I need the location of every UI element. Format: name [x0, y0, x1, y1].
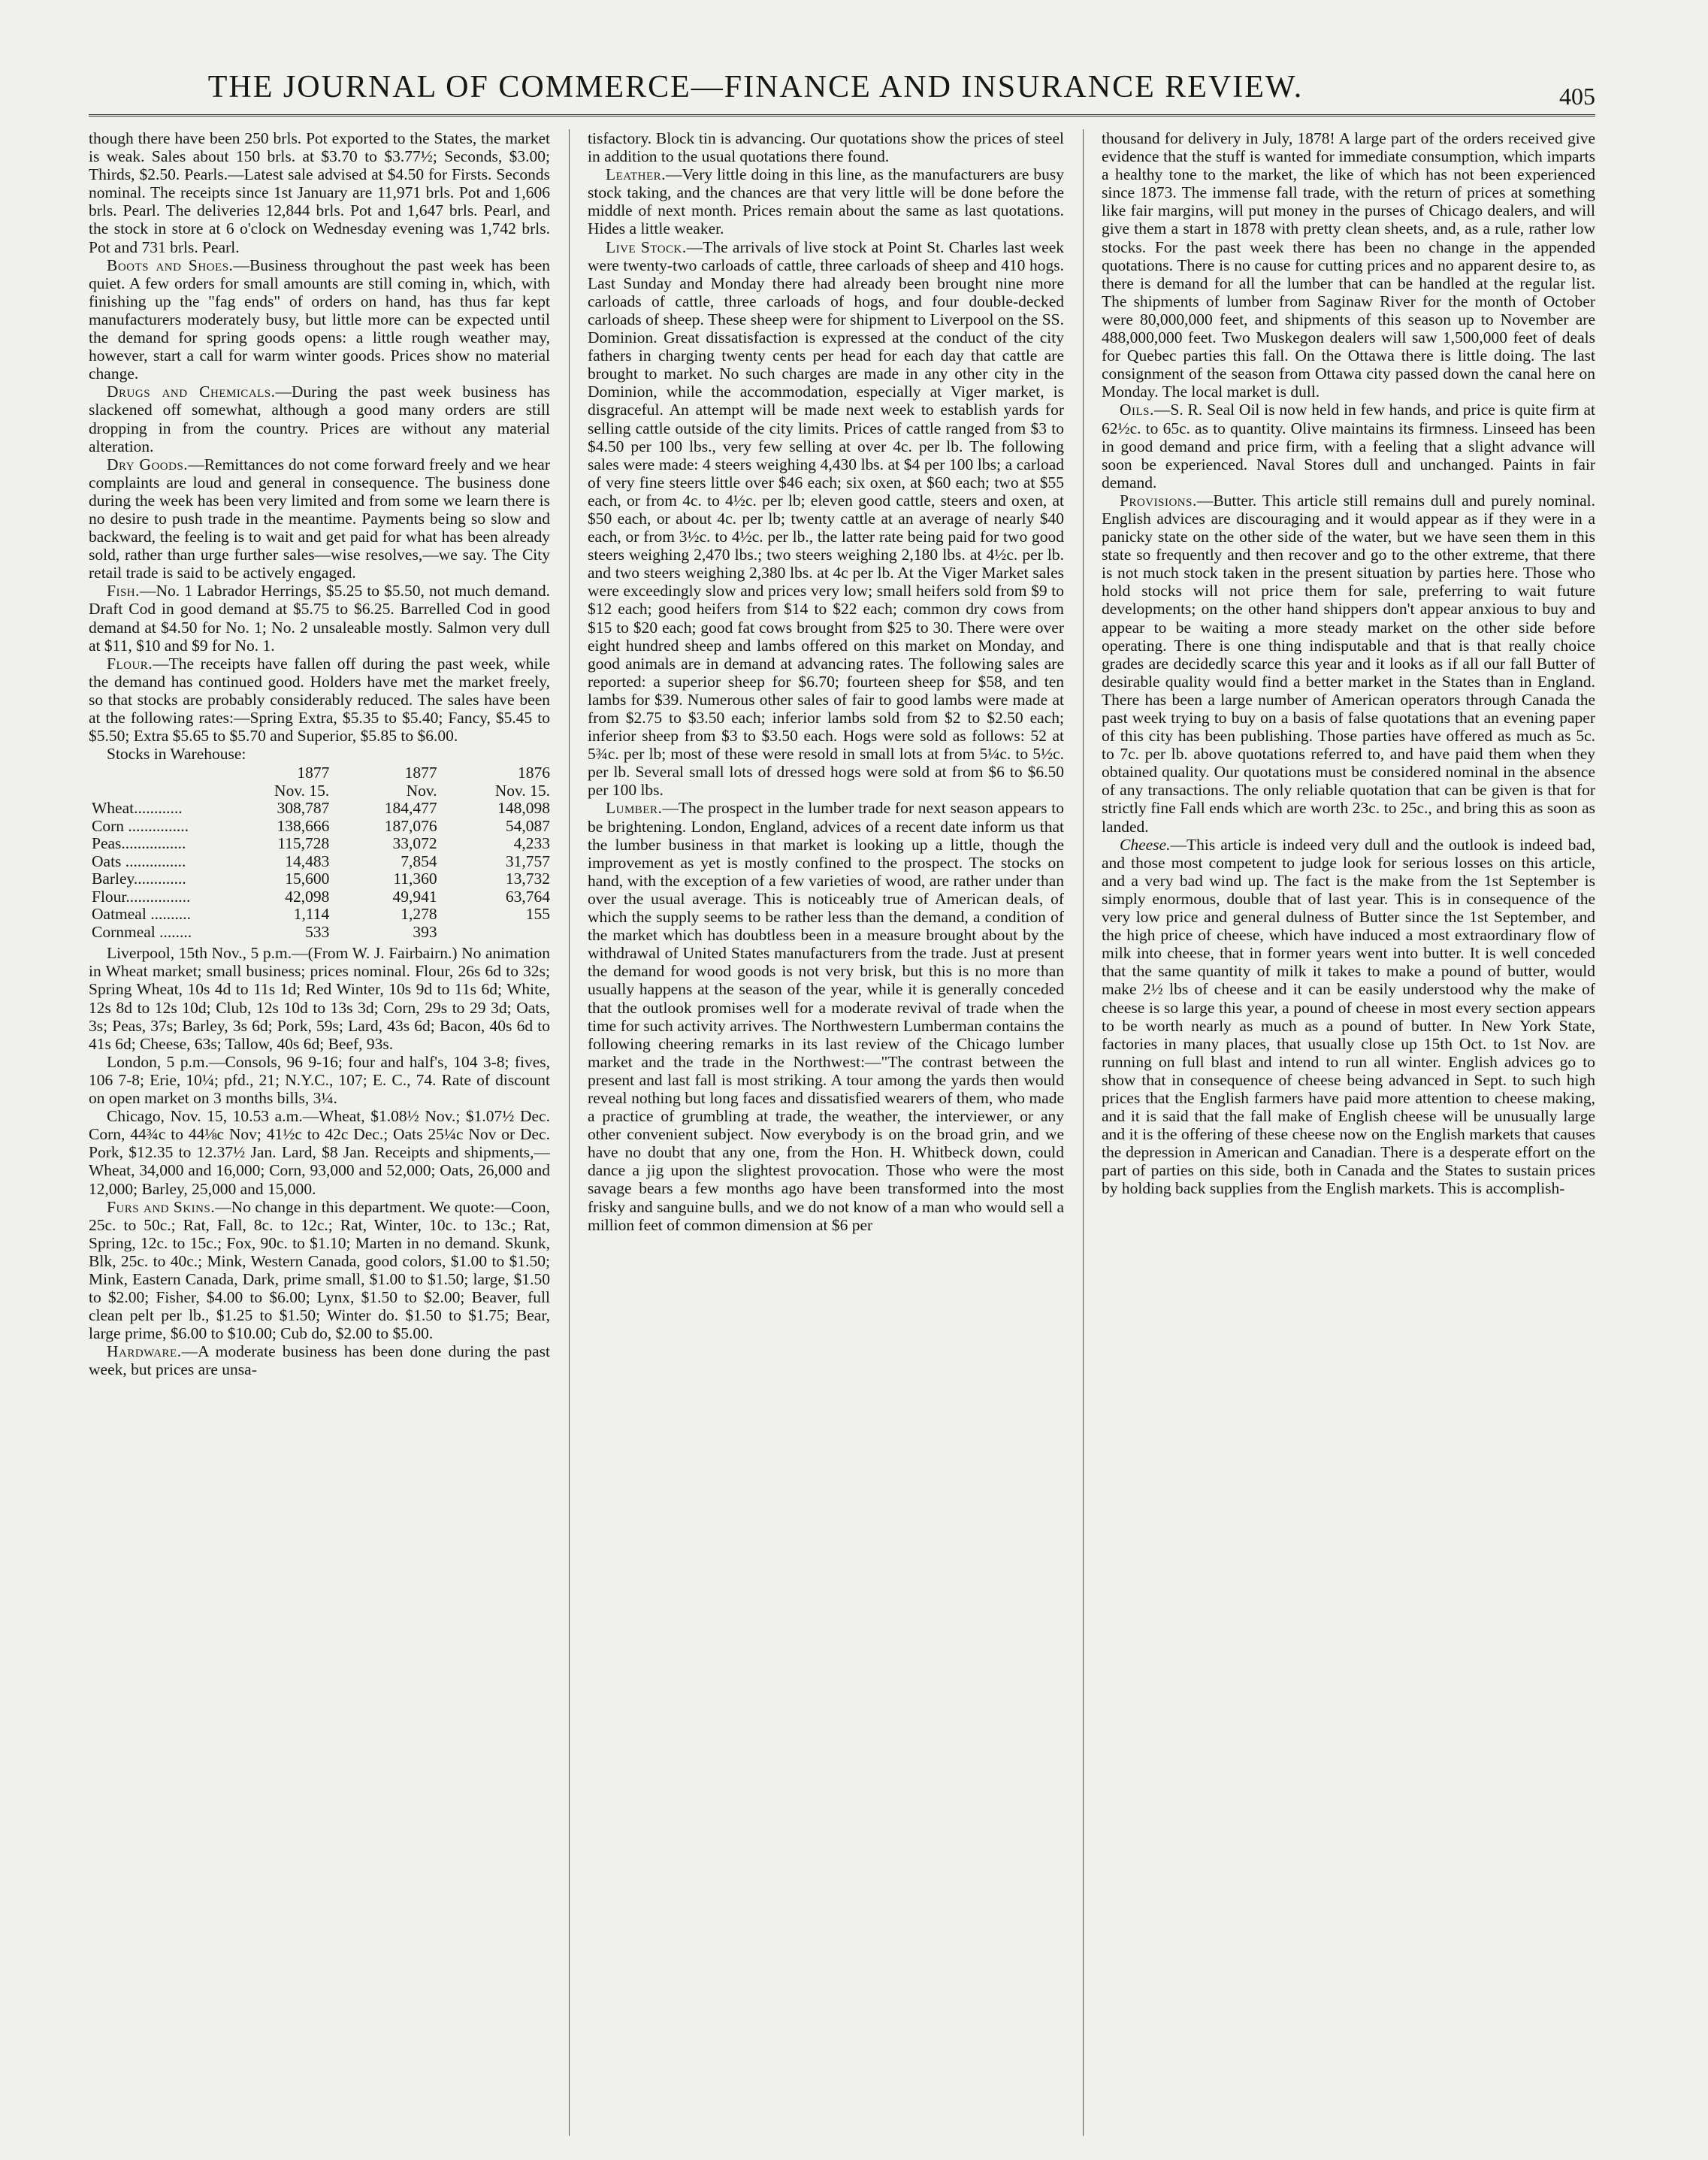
section-text: —During the past week business has slackened off somewhat, although a good many orders are still dropping in from the country. Prices are without any material alteration.	[89, 383, 550, 455]
section-heading: Drugs and Chemicals.	[107, 383, 276, 401]
cell: 533	[305, 922, 330, 941]
row-label: Flour................	[92, 887, 191, 906]
column-2	[588, 129, 1064, 2136]
stocks-date: Nov. 15.	[274, 781, 330, 800]
stocks-date-row	[89, 782, 550, 800]
section-text: —A moderate business has been done during the past week, but prices are unsa-	[89, 1342, 550, 1379]
table-row	[89, 835, 550, 853]
boots-shoes-paragraph	[89, 256, 550, 383]
section-heading: Fish.	[107, 582, 141, 601]
section-text: —Remittances do not come forward freely and we hear complaints are loud and general in consequence. The business done during the week has been very limited and from some we learn there is no desire to push trade in the meantime. Payments being so slow and backward, the feeling is to wait and get paid for what has been already sold, rather than urge further sales—wise resolves,—we say. The City retail trade is said to be actively engaged.	[89, 455, 550, 582]
chicago-paragraph: Chicago, Nov. 15, 10.53 a.m.—Wheat, $1.08½ Nov.; $1.07½ Dec. Corn, 44¾c to 44⅛c Nov; 41½c to 42c Dec.; Oats 25¼c Nov or Dec. Pork, $12.35 to 12.37½ Jan. Lard, $8 Jan. Receipts and shipments,—Wheat, 34,000 and 16,000; Corn, 93,000 and 52,000; Oats, 26,000 and 12,000; Barley, 25,000 and 15,000.	[89, 1107, 550, 1198]
furs-paragraph	[89, 1198, 550, 1343]
row-label: Barley.............	[92, 870, 186, 888]
section-heading: Flour.	[107, 654, 153, 673]
provisions-paragraph	[1102, 492, 1595, 836]
hardware-paragraph	[89, 1342, 550, 1378]
section-heading: Provisions.	[1120, 491, 1197, 510]
cheese-paragraph	[1102, 836, 1595, 1198]
leather-paragraph	[588, 165, 1064, 237]
table-row	[89, 888, 550, 906]
cell: 33,072	[392, 834, 437, 853]
cell: 63,764	[505, 887, 550, 906]
cell: 138,666	[277, 816, 330, 835]
section-heading: Dry Goods.	[107, 455, 189, 473]
stocks-date: Nov.	[406, 781, 437, 800]
section-text: —No change in this department. We quote:—Coon, 25c. to 50c.; Rat, Fall, 8c. to 12c.; Rat, Winter, 10c. to 13c.; Rat, Spring, 12c. to 15c.; Fox, 90c. to $1.10; Marten in no demand. Skunk, Blk, 25c. to 40c.; Mink, Western Canada, good colors, $1.00 to $1.50; Mink, Eastern Canada, Dark, prime small, $1.00 to $1.50; large, $1.50 to $2.00; Fisher, $4.00 to $6.00; Lynx, $1.50 to $2.00; Beaver, full clean pelt per lb., $1.25 to $1.50; Winter do. $1.50 to $1.75; Bear, large prime, $6.00 to $10.00; Cub do, $2.00 to $5.00.	[89, 1197, 550, 1343]
cell: 1,278	[401, 905, 437, 924]
column-divider	[569, 129, 570, 2136]
london-paragraph: London, 5 p.m.—Consols, 96 9-16; four and half's, 104 3-8; fives, 106 7-8; Erie, 10¼; pfd., 21; N.Y.C., 107; E. C., 74. Rate of discount on open market on 3 months bills, 3¼.	[89, 1052, 550, 1108]
cell: 31,757	[505, 852, 550, 870]
section-text: —The arrivals of live stock at Point St. Charles last week were twenty-two carloads of cattle, three carloads of sheep and 410 hogs. Last Sunday and Monday there had already been brought nine more carloads of cattle, three carloads of hogs, and four double-decked carloads of sheep. These sheep were for shipment to Liverpool on the SS. Dominion. Great dissatisfaction is expressed at the conduct of the city fathers in charging twenty cents per head for each day that cattle are brought to market. No such charges are made in any other city in the Dominion, while the accommodation, especially at Viger market, is disgraceful. An attempt will be made next week to establish yards for selling cattle outside of the city limits. Prices of cattle ranged from $3 to $4.50 per 100 lbs., very few selling at over 4c. per lb. The following sales were made: 4 steers weighing 4,430 lbs. at $4 per 100 lbs; a carload of very fine steers little over $46 each; six oxen, at $60 each; two at $55 each, or from 4c. to 4½c. per lb; eleven good cattle, steers and oxen, at $50 each, or about 4c. per lb; twenty cattle at an average of nearly $40 each, or from 3½c. to 4½c. per lb., the latter rate being paid for two good steers weighing 2,470 lbs.; two steers weighing 2,180 lbs. at 4½c. per lb. and two steers weighing 2,380 lbs. at 4c per lb. At the Viger Market sales were exceedingly slow and prices very low; small heifers sold from $9 to $12 each; good heifers from $14 to $22 each; common dry cows from $15 to $20 each; good fat cows brought from $25 to 30. There were over eight hundred sheep and lambs offered on this market on Monday, and good animals are in demand at advancing rates. The following sales are reported: a superior sheep for $6.70; fourteen sheep for $58, and ten lambs for $39. Numerous other sales of fair to good lambs were made at from $2.75 to $3.50 each; inferior lambs sold from $2 to $2.50 each; inferior sheep from $3 to $3.50 each. Hogs were sold as follows: 52 at 5¾c. per lb; most of these were resold in small lots at from 5¼c. to 5½c. per lb. Several small lots of dressed hogs were sold at from $6 to $6.50 per 100 lbs.	[588, 237, 1064, 800]
stocks-date: Nov. 15.	[494, 781, 550, 800]
stocks-title: Stocks in Warehouse:	[107, 745, 246, 764]
section-text: —S. R. Seal Oil is now held in few hands, and price is quite firm at 62½c. to 65c. as to quantity. Olive maintains its firmness. Linseed has been in good demand and price firm, with a feeling that a slight advance will soon be experienced. Naval Stores dull and unchanged. Paints in fair demand.	[1102, 401, 1595, 492]
section-heading: Leather.	[606, 165, 667, 184]
section-heading: Furs and Skins.	[107, 1197, 216, 1216]
stocks-year: 1877	[404, 764, 437, 782]
potash-paragraph: though there have been 250 brls. Pot exported to the States, the market is weak. Sales about 150 brls. at $3.70 to $3.77½; Seconds, $3.00; Thirds, $2.50. Pearls.—Latest sale advised at $4.50 for Firsts. Seconds nominal. The receipts since 1st January are 11,971 brls. Pot and 1,606 brls. Pearl. The deliveries 12,844 brls. Pot and 1,647 brls. Pearl, and the stock in store at 6 o'clock on Wednesday evening was 1,742 brls. Pot and 731 brls. Pearl.	[89, 129, 550, 256]
lumber-continued: thousand for delivery in July, 1878! A large part of the orders received give evidence that the stuff is wanted for immediate consumption, which imparts a healthy tone to the market, the like of which has not been experienced since 1873. The immense fall trade, with the return of prices at something like fair margins, will put money in the purses of Chicago dealers, and will give them a start in 1878 with pretty clean sheets, and, as a rule, rather low stocks. For the past week there has been no change in the appended quotations. There is no cause for cutting prices and no apparent desire to, as there is demand for all the lumber that can be handled at the regular list. The shipments of lumber from Saginaw River for the month of October were 80,000,000 feet, and shipments of this season up to November are 488,000,000 feet. Two Muskegon dealers will saw 1,500,000 feet of deals for Quebec parties this fall. On the Ottawa there is little doing. The last consignment of the season from Ottawa city passed down the canal here on Monday. The local market is dull.	[1102, 129, 1595, 401]
section-text: —Very little doing in this line, as the manufacturers are busy stock taking, and the chances are that very little will be done before the middle of next month. Prices remain about the same as last quotations. Hides a little weaker.	[588, 165, 1064, 238]
flour-paragraph	[89, 655, 550, 745]
row-label: Peas................	[92, 834, 186, 853]
cell: 308,787	[277, 799, 330, 818]
fish-paragraph	[89, 582, 550, 654]
cell: 393	[413, 922, 437, 941]
cell: 115,728	[277, 834, 330, 853]
section-text: —Butter. This article still remains dull and purely nominal. English advices are discouraging and it would appear as if they were in a panicky state on the other side of the water, but we have seen them in this state so frequently and then recover and go to the other extreme, that there is not much stock taken in the present situation by parties here. Those who hold stocks will not price them for sale, preferring to wait future developments; on the other hand shippers don't appear anxious to buy and appear to be waiting a more steady market on the other side before operating. There is one thing indisputable and that is that really choice grades are decidedly scarce this year and it looks as if all our fall Butter of desirable quality would find a better market in the States than in England. There has been a large number of American operators through Canada the past week trying to buy on a basis of false quotations that an evening paper of this city has been publishing. Those parties have offered as much as 5c. to 7c. per lb. above quotations referred to, and have paid them when they obtained quality. Our quotations must be considered nominal in the absence of any transactions. The only reliable quotation that can be given is that for strictly fine Fall ends which are worth 23c. to 25c., and bring this as soon as landed.	[1102, 491, 1595, 836]
cell: 4,233	[513, 834, 550, 853]
row-label: Wheat............	[92, 799, 183, 818]
cell: 155	[525, 905, 550, 924]
cell: 13,732	[505, 870, 550, 888]
table-row	[89, 906, 550, 924]
cell: 15,600	[285, 870, 330, 888]
row-label: Cornmeal ........	[92, 922, 192, 941]
stocks-year: 1876	[518, 764, 550, 782]
stocks-table	[89, 764, 550, 941]
row-label: Oatmeal ..........	[92, 905, 191, 924]
stocks-year: 1877	[297, 764, 330, 782]
dry-goods-paragraph	[89, 455, 550, 582]
liverpool-paragraph: Liverpool, 15th Nov., 5 p.m.—(From W. J. Fairbairn.) No animation in Wheat market; small business; prices nominal. Flour, 26s 6d to 32s; Spring Wheat, 10s 4d to 11s 1d; Red Winter, 10s 9d to 11s 6d; White, 12s 8d to 12s 10d; Club, 12s 10d to 13s 3d; Corn, 29s to 29 3d; Oats, 3s; Peas, 37s; Barley, 3s 6d; Pork, 59s; Lard, 43s 6d; Bacon, 40s 6d to 41s 6d; Cheese, 63s; Tallow, 40s 6d; Beef, 93s.	[89, 944, 550, 1053]
cell: 184,477	[384, 799, 437, 818]
cell: 49,941	[392, 887, 437, 906]
section-heading: Lumber.	[606, 799, 663, 818]
cell: 14,483	[285, 852, 330, 870]
lumber-paragraph	[588, 799, 1064, 1233]
section-heading: Live Stock.	[606, 237, 687, 256]
column-1	[89, 129, 550, 2136]
section-text: —The prospect in the lumber trade for next season appears to be brightening. London, England, advices of a recent date inform us that the lumber business in that market is looking up a little, though the improvement as yet is mostly confined to the prospect. The stocks on hand, with the exception of a few varieties of wood, are rather under than over the usual average. This is noticeably true of American deals, of which the supply seems to be rather less than the demand, a condition of the market which has doubtless been in a measure brought about by the withdrawal of United States manufacturers from the trade. Just at present the demand for wood goods is not very brisk, but this is no more than usually happens at the season of the year, while it is generally conceded that the outlook promises well for a moderate revival of trade when the time for such activity arrives. The Northwestern Lumberman contains the following cheering remarks in its last review of the Chicago lumber market and the trade in the Northwest:—"The contrast between the present and last fall is most striking. A tour among the yards then would reveal nothing but long faces and dissatisfied wearers of them, who made a practice of grumbling at trade, the weather, the interviewer, or any other convenient subject. Now everybody is on the broad grin, and we have no doubt that any one, from the Hon. H. Whitbeck down, could dance a jig upon the slightest provocation. Those who were the most savage bears a few months ago have been transformed into the most frisky and sanguine bulls, and we do not know of a man who would sell a million feet of common dimension at $6 per	[588, 799, 1064, 1234]
table-row	[89, 924, 550, 942]
section-heading: Boots and Shoes.	[107, 256, 234, 274]
journal-title: THE JOURNAL OF COMMERCE—FINANCE AND INSURANCE REVIEW.	[207, 70, 1304, 104]
column-3	[1102, 129, 1595, 2136]
table-row	[89, 800, 550, 818]
cell: 1,114	[293, 905, 330, 924]
page-number: 405	[1559, 83, 1595, 110]
table-row	[89, 870, 550, 888]
cell	[437, 924, 550, 942]
section-text: —The receipts have fallen off during the past week, while the demand has continued good. Holders have met the market freely, so that stocks are probably considerably reduced. The sales have been at the following rates:—Spring Extra, $5.35 to $5.40; Fancy, $5.45 to $5.50; Extra $5.65 to $5.70 and Superior, $5.85 to $6.00.	[89, 654, 550, 746]
section-text: —This article is indeed very dull and the outlook is indeed bad, and those most competent to judge look for serious losses on this article, and a very bad wind up. The fact is the make from the 1st September is simply enormous, double that of last year. This is in consequence of the very low price and general dulness of Butter since the 1st September, and the high price of cheese, which have induced a most extraordinary flow of milk into cheese, that in former years went into butter. It is well conceded that the same quantity of milk it takes to make a pound of butter, would make 2½ lbs of cheese and it can be easily understood why the make of cheese is so large this year, a pound of cheese in most every section appears to be worth nearly as much as a pound of butter. In New York State, factories in many places, that usually close up 15th Oct. to 1st Nov. are running on full blast and intend to run all winter. English advices go to show that in consequence of cheese being advanced in Sept. to such high prices that the English farmers have paid more attention to cheese making, and it is said that the fall make of English cheese will be unusually large and it is the offering of these cheese now on the English markets that causes the depression in American and Canadian. There is a desperate effort on the part of parties on this side, both in Canada and the States to sustain prices by holding back supplies from the English markets. This is accomplish-	[1102, 835, 1595, 1198]
hardware-continued: tisfactory. Block tin is advancing. Our quotations show the prices of steel in addition to the usual quotations there found.	[588, 129, 1064, 166]
table-row	[89, 853, 550, 871]
row-label: Oats ...............	[92, 852, 186, 870]
header-rule	[89, 114, 1595, 116]
table-row	[89, 818, 550, 836]
oils-paragraph	[1102, 401, 1595, 491]
drugs-paragraph	[89, 383, 550, 455]
section-text: —No. 1 Labrador Herrings, $5.25 to $5.50, not much demand. Draft Cod in good demand at $5.75 to $6.25. Barrelled Cod in good demand at $4.50 for No. 1; No. 2 unsaleable mostly. Salmon very dull at $11, $10 and $9 for No. 1.	[89, 582, 550, 655]
cell: 42,098	[285, 887, 330, 906]
live-stock-paragraph	[588, 238, 1064, 800]
section-text: —Business throughout the past week has been quiet. A few orders for small amounts are still coming in, which, with finishing up the "fag ends" of orders on hand, has thus far kept manufacturers moderately busy, but little more can be expected until the demand for spring goods opens: a little rough weather may, however, start a call for warm winter goods. Prices show no material change.	[89, 256, 550, 383]
cell: 7,854	[401, 852, 437, 870]
cell: 187,076	[384, 816, 437, 835]
cell: 11,360	[393, 870, 437, 888]
section-heading: Hardware.	[107, 1342, 182, 1361]
cell: 54,087	[505, 816, 550, 835]
row-label: Corn ...............	[92, 816, 189, 835]
column-divider	[1083, 129, 1084, 2136]
section-heading: Oils.	[1120, 401, 1154, 419]
section-heading: Cheese.	[1120, 835, 1171, 854]
stocks-year-row	[89, 764, 550, 782]
cell: 148,098	[497, 799, 550, 818]
